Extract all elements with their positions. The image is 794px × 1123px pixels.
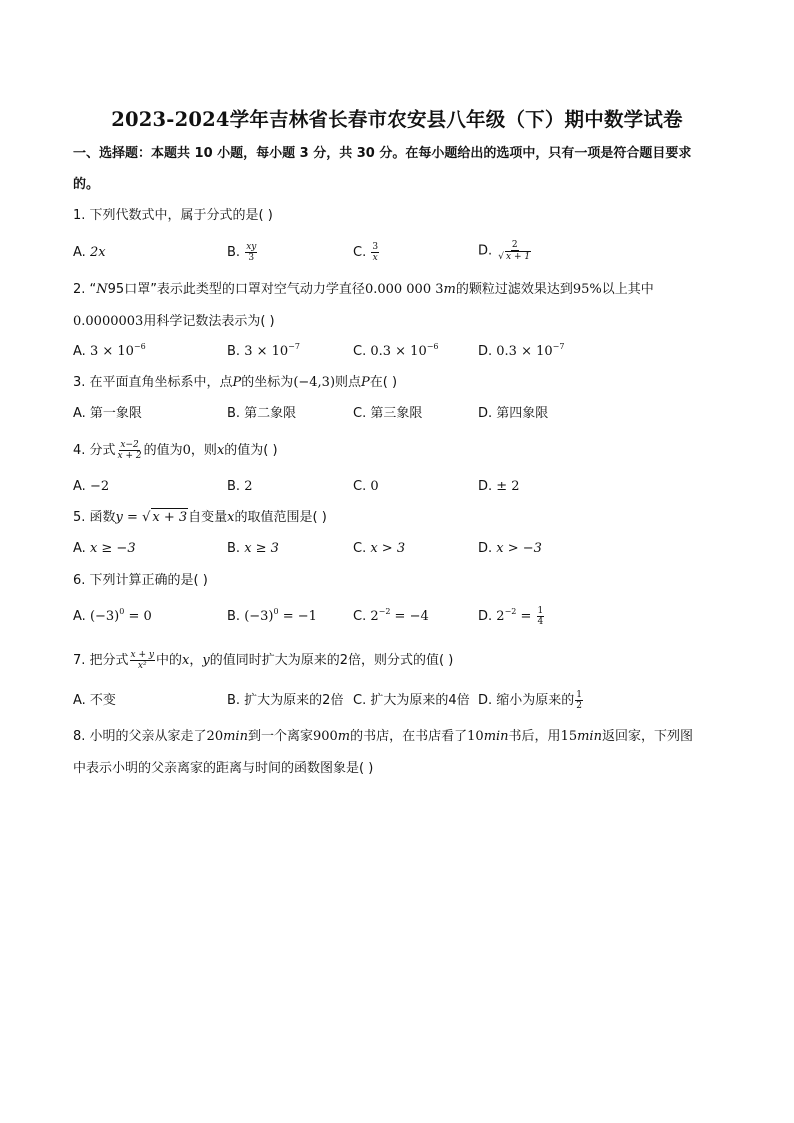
q8-stem-line2: 中表示小明的父亲离家的距离与时间的函数图象是( ) — [73, 761, 374, 776]
q1-d-fraction: $\frac{2}{√ x + 1}$ — [498, 240, 531, 262]
q7-option-b: B. 扩大为原来的2倍 — [227, 693, 344, 708]
q2-stem-line1: 2. “N95口罩”表示此类型的口罩对空气动力学直径0.000 000 3m的颗粒过滤效果达到95%以上其中 — [73, 282, 654, 297]
q2-option-d: D. $0.3 \times 10^{-7}$ — [478, 342, 565, 359]
q5-option-b: B. x ≥ 3 — [227, 541, 279, 556]
q6-d-fraction: $\frac{1}{4}$ — [537, 606, 544, 627]
q2-option-a: A. $3 \times 10^{-6}$ — [73, 342, 146, 359]
q5-option-a: A. x ≥ −3 — [73, 541, 136, 556]
q8-stem-line1: 8. 小明的父亲从家走了20min到一个离家900m的书店，在书店看了10min书后，用15min返回家，下列图 — [73, 729, 693, 744]
q6-stem: 6. 下列计算正确的是( ) — [73, 573, 208, 588]
q4-option-a: A. −2 — [73, 479, 110, 494]
q1-b-fraction: $\frac{xy}{3}$ — [246, 242, 257, 263]
q1-option-c: C. $\frac{3}{x}$ — [353, 242, 379, 263]
q6-option-c: C. $2^{-2} = -4$ — [353, 607, 429, 624]
q7-option-c: C. 扩大为原来的4倍 — [353, 693, 470, 708]
q3-option-b: B. 第二象限 — [227, 406, 297, 421]
q1-c-fraction: $\frac{3}{x}$ — [372, 242, 379, 263]
q4-option-c: C. 0 — [353, 479, 379, 494]
q6-option-d: D. $2^{-2}$ = $\frac{1}{4}$ — [478, 606, 544, 627]
q1-option-b: B. $\frac{xy}{3}$ — [227, 242, 257, 263]
section-instructions-line1: 一、选择题：本题共 10 小题，每小题 3 分，共 30 分。在每小题给出的选项中，只有一项是符合题目要求 — [73, 146, 692, 161]
q7-fraction: $\frac{x + y}{\text{x²}}$ — [130, 650, 154, 671]
q7-d-fraction: $\frac{1}{2}$ — [576, 690, 583, 711]
q6-option-a: A. $(-3)^0 = 0$ — [73, 607, 152, 624]
q3-option-a: A. 第一象限 — [73, 406, 142, 421]
q7-stem: 7. 把分式 $\frac{x + y}{\text{x²}}$ 中的x，y的值同时扩大为原来的2倍，则分式的值( ) — [73, 650, 454, 671]
q1-option-d: D. $\frac{2}{√ x + 1}$ — [478, 240, 531, 262]
section-instructions-line2: 的。 — [73, 177, 100, 192]
exam-title: 2023-2024学年吉林省长春市农安县八年级（下）期中数学试卷 — [111, 108, 683, 131]
q4-option-d: D. ± 2 — [478, 479, 520, 494]
q7-option-a: A. 不变 — [73, 693, 116, 708]
q1-stem: 1. 下列代数式中，属于分式的是( ) — [73, 208, 273, 223]
q5-option-d: D. x > −3 — [478, 541, 542, 556]
q7-option-d: D. 缩小为原来的 $\frac{1}{2}$ — [478, 690, 583, 711]
q3-option-d: D. 第四象限 — [478, 406, 549, 421]
q2-option-b: B. $3 \times 10^{-7}$ — [227, 342, 300, 359]
q5-option-c: C. x > 3 — [353, 541, 406, 556]
q4-fraction: $\frac{x-2}{x + 2}$ — [117, 440, 142, 461]
q3-option-c: C. 第三象限 — [353, 406, 423, 421]
q1-option-a: A. 2x — [73, 245, 106, 260]
q6-option-b: B. $(-3)^0 = -1$ — [227, 607, 317, 624]
q5-stem: 5. 函数y = √ x + 3自变量x的取值范围是( ) — [73, 510, 327, 525]
q4-stem: 4. 分式 $\frac{x-2}{x + 2}$ 的值为0，则x的值为( ) — [73, 440, 278, 461]
q4-option-b: B. 2 — [227, 479, 253, 494]
q3-stem: 3. 在平面直角坐标系中，点P的坐标为(−4,3)则点P在( ) — [73, 375, 398, 390]
q2-option-c: C. $0.3 \times 10^{-6}$ — [353, 342, 439, 359]
q2-stem-line2: 0.0000003用科学记数法表示为( ) — [73, 314, 275, 329]
